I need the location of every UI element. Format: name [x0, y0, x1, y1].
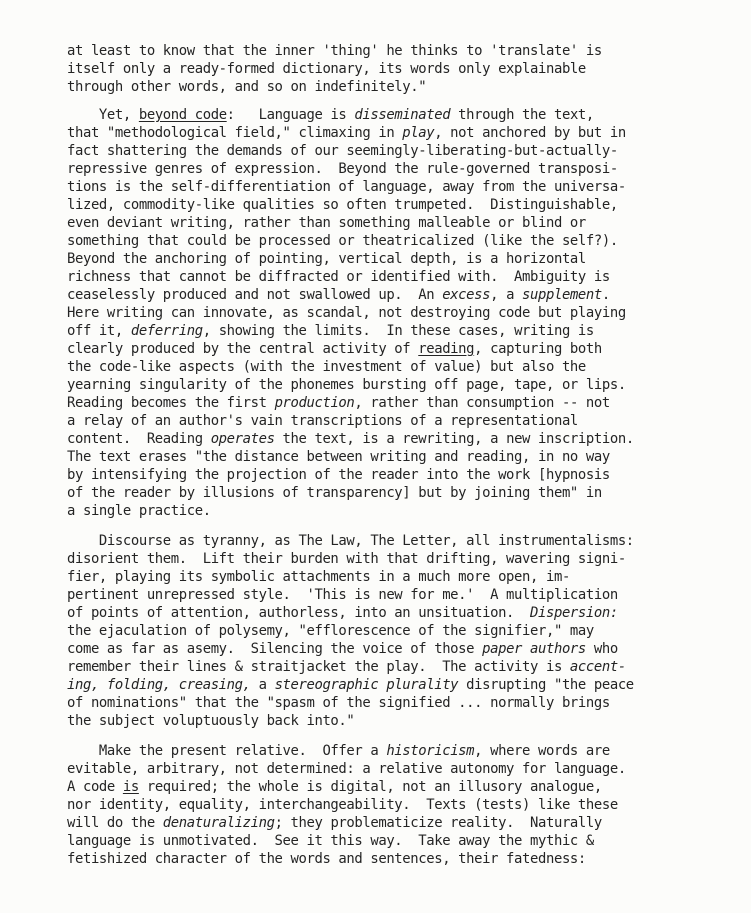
italic-text: Dispersion:	[530, 605, 618, 621]
text-run: .	[601, 287, 610, 303]
text-run: yearning singularity of the phonemes bursting off page, tape, or lips.	[67, 377, 626, 393]
text-run: required; the whole is digital, not an illusory analogue,	[138, 779, 602, 795]
text-run: a	[250, 677, 275, 693]
text-line	[67, 232, 618, 250]
text-run: the ejaculation of polysemy, "efflorescence of the signifier," may	[67, 623, 594, 639]
text-run: that "methodological field," climaxing in	[67, 125, 403, 141]
italic-text: deferring	[130, 323, 203, 339]
text-run: of points of attention, authorless, into an unsituation.	[67, 605, 531, 621]
text-run: : Language is	[226, 107, 355, 123]
text-line	[67, 106, 594, 124]
text-line	[67, 532, 634, 550]
text-line	[67, 550, 626, 568]
text-run: , a	[490, 287, 523, 303]
text-line	[67, 160, 618, 178]
text-line	[67, 658, 626, 676]
text-run: , showing the limits. In these cases, writing is	[202, 323, 594, 339]
text-line	[67, 568, 570, 586]
text-run: Discourse as tyranny, as The Law, The Letter, all instrumentalisms:	[67, 533, 634, 549]
text-line	[67, 448, 610, 466]
italic-text: ing, folding, creasing,	[67, 677, 251, 693]
text-line	[67, 796, 618, 814]
italic-text: disseminated	[354, 107, 451, 123]
text-run: Make the present relative. Offer a	[67, 743, 387, 759]
text-run: will do the	[67, 815, 163, 831]
underlined-text: beyond code	[138, 107, 227, 123]
text-run: fact shattering the demands of our seemingly-liberating-but-actually-	[67, 143, 618, 159]
text-run: the text, is a rewriting, a new inscription.	[274, 431, 634, 447]
text-run: disorient them. Lift their burden with that drifting, wavering signi-	[67, 551, 626, 567]
text-run: , where words are	[474, 743, 610, 759]
text-run: ceaselessly produced and not swallowed up. An	[67, 287, 443, 303]
text-line	[67, 376, 626, 394]
text-run: , not anchored by but in	[434, 125, 626, 141]
italic-text: stereographic plurality	[274, 677, 459, 693]
text-line	[67, 412, 578, 430]
text-line	[67, 214, 586, 232]
text-run: Beyond the anchoring of pointing, vertical depth, is a horizontal	[67, 251, 586, 267]
text-run: lized, commodity-like qualities so often trumpeted. Distinguishable,	[67, 197, 618, 213]
text-line	[67, 640, 618, 658]
text-run: a relay of an author's vain transcriptions of a representational	[67, 413, 578, 429]
text-line	[67, 760, 626, 778]
text-run: remember their lines & straitjacket the play. The activity is	[67, 659, 570, 675]
text-line	[67, 304, 626, 322]
text-run: disrupting "the peace	[458, 677, 634, 693]
text-run: A code	[67, 779, 123, 795]
text-run: the code-like aspects (with the investment of value) but also the	[67, 359, 586, 375]
text-line	[67, 502, 211, 520]
text-run: through the text,	[450, 107, 594, 123]
text-run: come as far as asemy. Silencing the voice of those	[67, 641, 483, 657]
text-line	[67, 78, 426, 96]
text-run: ; they problematicize reality. Naturally	[274, 815, 602, 831]
text-line	[67, 42, 602, 60]
text-line	[67, 124, 626, 142]
text-line	[67, 196, 618, 214]
text-line	[67, 178, 626, 196]
text-line	[67, 712, 354, 730]
text-line	[67, 850, 586, 868]
text-run: The text erases "the distance between writing and reading, in no way	[67, 449, 610, 465]
text-run: of nominations" that the "spasm of the signified ... normally brings	[67, 695, 610, 711]
text-run: nor identity, equality, interchangeability. Texts (tests) like these	[67, 797, 618, 813]
text-run: off it,	[67, 323, 131, 339]
text-run: repressive genres of expression. Beyond the rule-governed transposi-	[67, 161, 618, 177]
italic-text: operates	[210, 431, 275, 447]
text-run: itself only a ready-formed dictionary, its words only explainable	[67, 61, 586, 77]
text-line	[67, 430, 634, 448]
italic-text: production	[274, 395, 355, 411]
text-run: at least to know that the inner 'thing' he thinks to 'translate' is	[67, 43, 602, 59]
text-line	[67, 466, 610, 484]
text-run: who	[585, 641, 618, 657]
text-run: , capturing both	[474, 341, 602, 357]
text-line	[67, 676, 634, 694]
text-line	[67, 484, 602, 502]
text-line	[67, 586, 618, 604]
text-line	[67, 778, 602, 796]
text-line	[67, 622, 594, 640]
text-run: , rather than consumption -- not	[354, 395, 610, 411]
text-run: of the reader by illusions of transparency] but by joining them" in	[67, 485, 602, 501]
underlined-text: reading	[418, 341, 475, 357]
text-line	[67, 604, 618, 622]
text-line	[67, 250, 586, 268]
text-line	[67, 694, 610, 712]
italic-text: historicism	[386, 743, 475, 759]
text-run: Here writing can innovate, as scandal, not destroying code but playing	[67, 305, 626, 321]
text-run: something that could be processed or theatricalized (like the self?).	[67, 233, 618, 249]
italic-text: denaturalizing	[162, 815, 275, 831]
text-line	[67, 142, 618, 160]
text-run: fier, playing its symbolic attachments in a much more open, im-	[67, 569, 570, 585]
italic-text: supplement	[522, 287, 602, 303]
text-run: Yet,	[67, 107, 139, 123]
text-run: tions is the self-differentiation of language, away from the universa-	[67, 179, 626, 195]
text-run: through other words, and so on indefinitely."	[67, 79, 427, 95]
text-line	[67, 322, 594, 340]
text-line	[67, 286, 610, 304]
text-run: language is unmotivated. See it this way. Take away the mythic &	[67, 833, 594, 849]
text-line	[67, 60, 586, 78]
text-run: Reading becomes the first	[67, 395, 275, 411]
text-run: richness that cannot be diffracted or identified with. Ambiguity is	[67, 269, 610, 285]
text-line	[67, 742, 610, 760]
text-run: fetishized character of the words and sentences, their fatedness:	[67, 851, 586, 867]
text-run: content. Reading	[67, 431, 211, 447]
text-run: by intensifying the projection of the reader into the work [hypnosis	[67, 467, 610, 483]
text-run: clearly produced by the central activity of	[67, 341, 419, 357]
text-run: the subject voluptuously back into."	[67, 713, 355, 729]
italic-text: accent-	[569, 659, 626, 675]
text-line	[67, 832, 594, 850]
text-run: pertinent unrepressed style. 'This is new for me.' A multiplication	[67, 587, 618, 603]
text-line	[67, 394, 610, 412]
text-line	[67, 268, 610, 286]
text-run: a single practice.	[67, 503, 211, 519]
text-line	[67, 340, 602, 358]
text-line	[67, 814, 602, 832]
italic-text: play	[402, 125, 435, 141]
text-run: evitable, arbitrary, not determined: a relative autonomy for language.	[67, 761, 626, 777]
italic-text: paper authors	[482, 641, 586, 657]
text-run: even deviant writing, rather than something malleable or blind or	[67, 215, 586, 231]
underlined-text: is	[122, 779, 139, 795]
italic-text: excess	[442, 287, 491, 303]
text-line	[67, 358, 586, 376]
